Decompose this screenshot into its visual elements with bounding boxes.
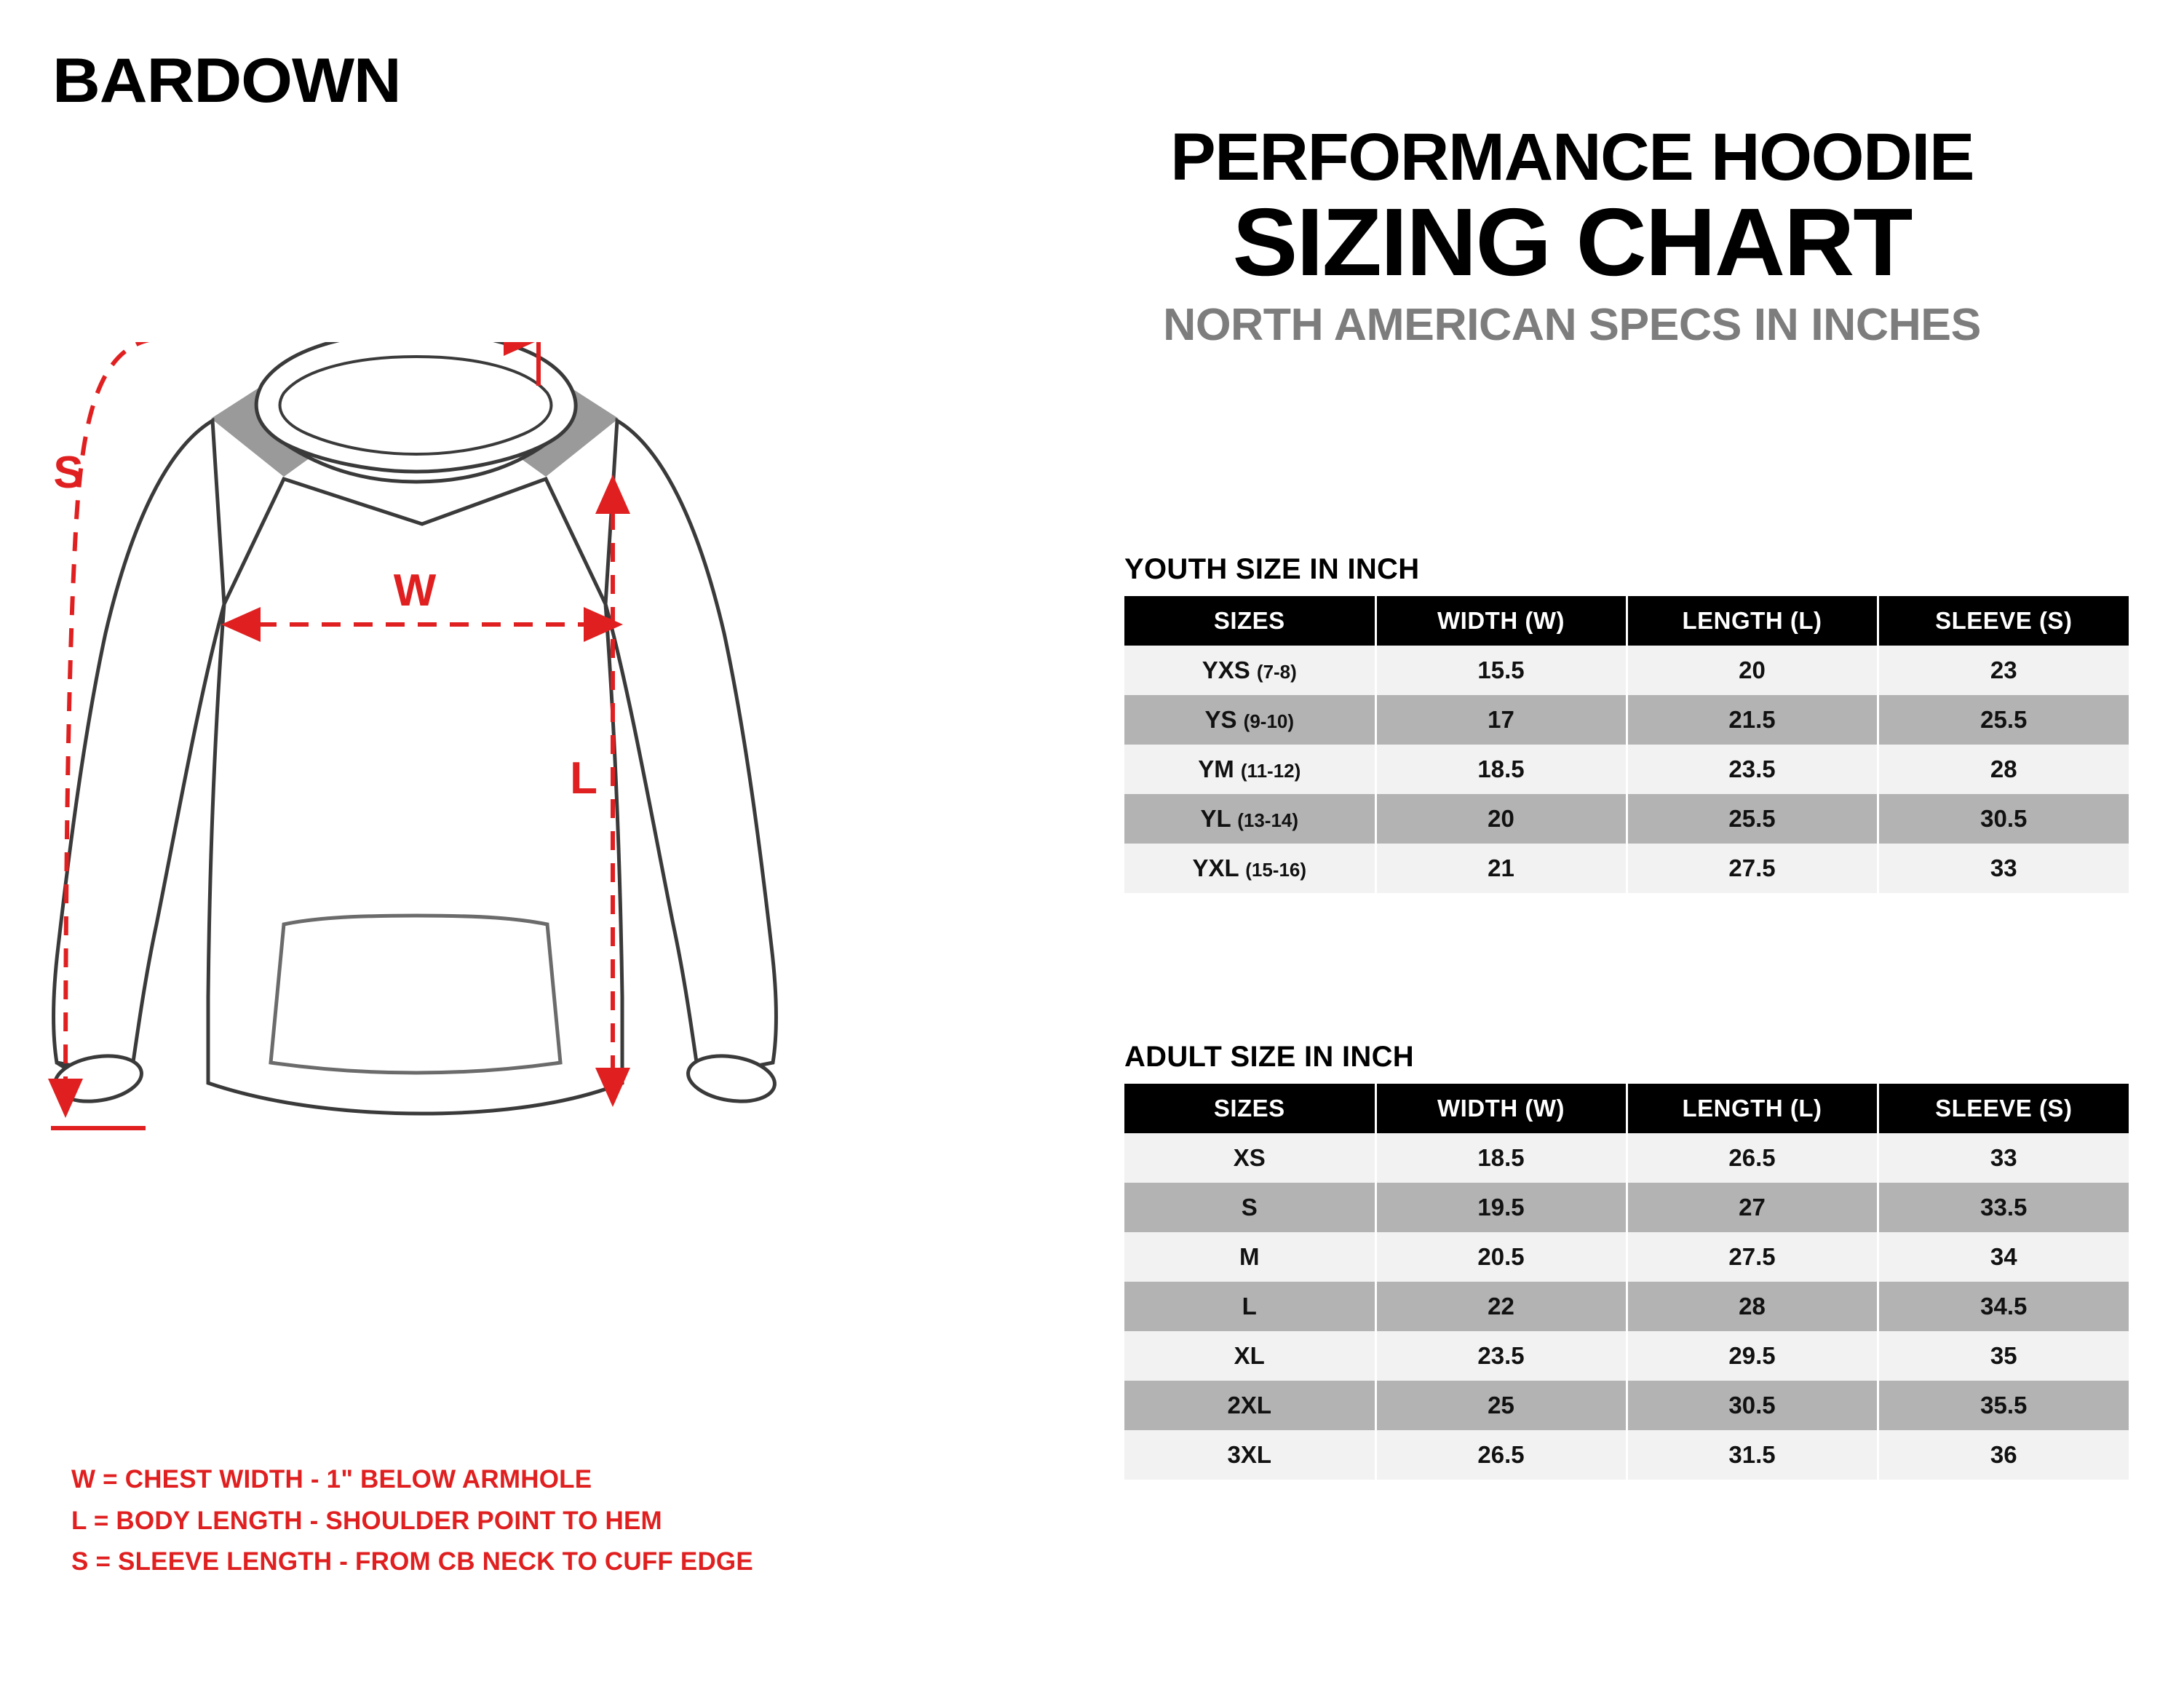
- cell-length: 20: [1627, 646, 1878, 695]
- sleeve-right: [605, 421, 776, 1077]
- col-header-sleeve: SLEEVE (S): [1878, 1084, 2129, 1133]
- cell-width: 17: [1375, 695, 1627, 745]
- cell-sleeve: 35.5: [1878, 1381, 2129, 1430]
- sleeve-label: S: [53, 448, 84, 498]
- cell-length: 26.5: [1627, 1133, 1878, 1183]
- cell-sleeve: 33: [1878, 844, 2129, 893]
- table-row: [1124, 1430, 2129, 1480]
- size-name: YL: [1200, 805, 1231, 832]
- table-row: [1124, 1282, 2129, 1331]
- legend-line-w: W = CHEST WIDTH - 1" BELOW ARMHOLE: [71, 1465, 592, 1493]
- size-name: YXL: [1192, 854, 1239, 881]
- cell-length: 28: [1627, 1282, 1878, 1331]
- size-age: (13-14): [1237, 809, 1299, 831]
- youth-size-table-block: [1124, 553, 2129, 893]
- cell-size: [1124, 695, 1375, 745]
- cell-size: [1124, 646, 1375, 695]
- legend-line-s: S = SLEEVE LENGTH - FROM CB NECK TO CUFF EDGE: [71, 1547, 753, 1576]
- cell-length: 30.5: [1627, 1381, 1878, 1430]
- page-title-line2: SIZING CHART: [1232, 189, 1912, 295]
- size-name: YM: [1198, 755, 1234, 782]
- page-title-line1: PERFORMANCE HOODIE: [1170, 120, 1974, 194]
- cell-width: 19.5: [1375, 1183, 1627, 1232]
- cell-sleeve: 23: [1878, 646, 2129, 695]
- cell-sleeve: 33.5: [1878, 1183, 2129, 1232]
- cell-length: 25.5: [1627, 794, 1878, 844]
- cell-width: 20: [1375, 794, 1627, 844]
- table-row: [1124, 1232, 2129, 1282]
- cell-length: 31.5: [1627, 1430, 1878, 1480]
- cell-size: [1124, 844, 1375, 893]
- cell-length: 21.5: [1627, 695, 1878, 745]
- cell-length: 23.5: [1627, 745, 1878, 794]
- cell-width: 25: [1375, 1381, 1627, 1430]
- col-header-length: LENGTH (L): [1627, 596, 1878, 646]
- table-row: [1124, 745, 2129, 794]
- youth-table-caption: YOUTH SIZE IN INCH: [1124, 553, 1420, 585]
- cell-size: 3XL: [1124, 1430, 1375, 1480]
- cell-sleeve: 34: [1878, 1232, 2129, 1282]
- col-header-width: WIDTH (W): [1375, 1084, 1627, 1133]
- table-row: [1124, 695, 2129, 745]
- size-name: YS: [1204, 706, 1237, 733]
- legend-line-l: L = BODY LENGTH - SHOULDER POINT TO HEM: [71, 1506, 662, 1535]
- size-age: (7-8): [1256, 661, 1297, 683]
- col-header-sizes: SIZES: [1124, 596, 1375, 646]
- measurement-legend: [71, 1459, 753, 1583]
- cell-size: XL: [1124, 1331, 1375, 1381]
- width-label: W: [393, 566, 437, 616]
- cell-sleeve: 34.5: [1878, 1282, 2129, 1331]
- table-row: [1124, 1381, 2129, 1430]
- brand-logo: BARDOWN: [52, 46, 401, 116]
- col-header-sleeve: SLEEVE (S): [1878, 596, 2129, 646]
- table-row: [1124, 1331, 2129, 1381]
- col-header-sizes: SIZES: [1124, 1084, 1375, 1133]
- table-row: [1124, 794, 2129, 844]
- table-row: [1124, 844, 2129, 893]
- sleeve-left: [54, 421, 224, 1077]
- cell-sleeve: 35: [1878, 1331, 2129, 1381]
- cell-width: 15.5: [1375, 646, 1627, 695]
- youth-size-table: [1124, 596, 2129, 893]
- cell-width: 22: [1375, 1282, 1627, 1331]
- cell-length: 27: [1627, 1183, 1878, 1232]
- cell-width: 26.5: [1375, 1430, 1627, 1480]
- size-age: (11-12): [1240, 760, 1301, 782]
- length-label: L: [570, 753, 597, 804]
- cell-sleeve: 30.5: [1878, 794, 2129, 844]
- col-header-width: WIDTH (W): [1375, 596, 1627, 646]
- hood-inner: [280, 357, 552, 454]
- table-row: [1124, 646, 2129, 695]
- col-header-length: LENGTH (L): [1627, 1084, 1878, 1133]
- cell-width: 23.5: [1375, 1331, 1627, 1381]
- page-subtitle: NORTH AMERICAN SPECS IN INCHES: [1163, 299, 1981, 350]
- adult-size-table-block: [1124, 1041, 2129, 1480]
- cell-width: 21: [1375, 844, 1627, 893]
- cell-length: 27.5: [1627, 1232, 1878, 1282]
- table-header-row: [1124, 596, 2129, 646]
- hoodie-illustration: [44, 342, 982, 1376]
- size-name: YXS: [1202, 656, 1250, 683]
- header-block: [1004, 120, 2140, 351]
- table-row: [1124, 1183, 2129, 1232]
- cell-length: 27.5: [1627, 844, 1878, 893]
- cell-sleeve: 25.5: [1878, 695, 2129, 745]
- cell-size: M: [1124, 1232, 1375, 1282]
- cell-sleeve: 28: [1878, 745, 2129, 794]
- table-header-row: [1124, 1084, 2129, 1133]
- adult-table-caption: ADULT SIZE IN INCH: [1124, 1041, 1414, 1073]
- cell-sleeve: 33: [1878, 1133, 2129, 1183]
- cell-sleeve: 36: [1878, 1430, 2129, 1480]
- size-age: (9-10): [1243, 710, 1295, 732]
- cell-size: XS: [1124, 1133, 1375, 1183]
- cell-size: L: [1124, 1282, 1375, 1331]
- cell-size: [1124, 794, 1375, 844]
- cell-width: 18.5: [1375, 745, 1627, 794]
- table-row: [1124, 1133, 2129, 1183]
- adult-size-table: [1124, 1084, 2129, 1480]
- cell-size: 2XL: [1124, 1381, 1375, 1430]
- cell-width: 18.5: [1375, 1133, 1627, 1183]
- kangaroo-pocket: [271, 916, 560, 1073]
- cell-width: 20.5: [1375, 1232, 1627, 1282]
- cell-size: [1124, 745, 1375, 794]
- cell-size: S: [1124, 1183, 1375, 1232]
- size-age: (15-16): [1245, 859, 1307, 881]
- cell-length: 29.5: [1627, 1331, 1878, 1381]
